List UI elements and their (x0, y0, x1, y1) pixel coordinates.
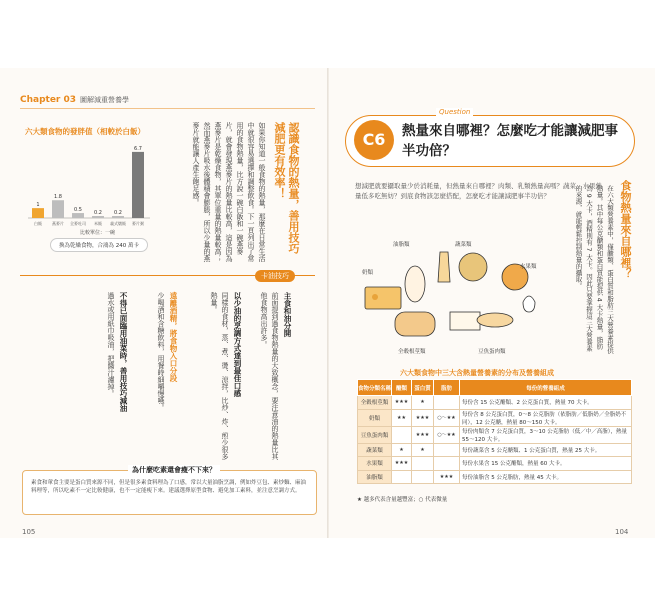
milk-bottle (405, 266, 425, 302)
chart-caption: 換為乾燥食物，合鴻為 240 萬卡 (50, 238, 148, 252)
table-cell-desc: 每份含 8 公克蛋白質，0～8 公克脂肪（依脂肪／低脂奶／全脂奶不同），12 公克醣，熱量 80～150 大卡。 (460, 409, 632, 426)
table-header: 醣類 (392, 380, 412, 396)
cheese-hole (372, 294, 378, 300)
fish-shape (477, 313, 513, 327)
chart-note: 比較單位：一碗 (80, 230, 116, 236)
table-cell-carb: ★★ (392, 409, 412, 426)
tofu-shape (450, 312, 480, 330)
table-cell-desc: 每份蔬菜含 5 公克醣類、1 公克蛋白質，熱量 25 大卡。 (460, 443, 632, 457)
chart-category-label: 全麥吐司 (70, 221, 86, 226)
page-title: 熱量來自哪裡？怎麼吃才能讓減肥事半功倍？ (402, 123, 618, 159)
chapter-label: Chapter 03 (20, 95, 77, 105)
chart-bar (112, 216, 124, 218)
illus-label-protein: 豆魚蛋肉類 (478, 349, 506, 355)
illus-label-veg: 蔬菜類 (455, 242, 472, 248)
chart-value-label: 1.8 (54, 194, 62, 201)
chart-category-label: 白飯 (34, 221, 42, 226)
side-text: 在六大類營養素中，僅醣類、蛋白質和脂肪三大營養素提供熱量。其中每公克醣類和蛋白質能提供 4 大卡熱量，脂肪為 9 大卡，酒精則有 7 大卡。因此只要掌握這三大營養素的來源，就能輕鬆控制熱量的攝取。 (574, 185, 614, 354)
tip-1-text: 前面提到過食物熱量的大致概念，要注意油的熱量比其他食物高出許多。 (260, 292, 279, 460)
table-legend: ★ 越多代表含量越豐富；○ 代表微量 (357, 497, 448, 503)
illus-label-fruit: 水果類 (520, 264, 537, 270)
chart-value-label: 6.7 (134, 145, 142, 152)
table-cell-cat: 奶類 (358, 409, 392, 426)
chart-bar (92, 216, 104, 218)
table-cell-cat: 油脂類 (358, 470, 392, 484)
chart-bar (52, 200, 64, 218)
tip-4-text: 過水或用紙巾吸油，把醬汁濾掉。 (107, 292, 115, 397)
book-gutter (327, 68, 329, 538)
chart-value-label: 1 (36, 202, 40, 209)
chart-category-label: 麥片粥 (132, 221, 144, 226)
table-cell-desc: 每份含 15 公克醣類、2 公克蛋白質，熱量 70 大卡。 (460, 396, 632, 410)
chart-category-label: 義式燉飯 (110, 221, 126, 226)
bread-shape (395, 312, 435, 336)
intro-text: 想減肥就要攝取量少於消耗量，但熱量來自哪裡？肉類、乳類熱量高嗎？蔬菜、水果熱量低多吃無妨？到底食物該怎麼搭配，怎麼吃才能讓減肥事半功倍？ (355, 182, 602, 200)
tip-3-text: 少喝酒和含糖飲料，用餐時細嚼慢嚥。 (157, 292, 165, 411)
table-cell-carb: ★★★ (392, 396, 412, 410)
header-rule (20, 108, 315, 109)
side-heading: 食物熱量來自哪裡？ (619, 180, 632, 279)
chart-bar (72, 213, 84, 218)
body-text: 如果你知道一般食物的熱量，那麼在日常生活中就很容易選擇和調整飲食。下一頁列出了常用的食物熱量，比方說一碗白飯和一碗燕麥片，就會發現燕麥片的熱量比較高，這是因為燕麥片是乾燥食物，其單位重量的熱量較高；然而燕麥片吸水後體積會膨脹，所以少量的燕麥片就能讓人產生飽足感。 (192, 122, 266, 262)
info-box-title: 為什麼吃素還會瘦不下來？ (128, 465, 220, 475)
illus-label-grain: 全穀根莖類 (398, 349, 426, 355)
page-number-right: 104 (615, 528, 629, 536)
table-cell-desc: 每份肉類含 7 公克蛋白質，3～10 公克脂肪（低／中／高脂），熱量 55～120 大卡。 (460, 426, 632, 443)
table-header: 食物分類名稱 (358, 380, 392, 396)
table-cell-carb (392, 470, 412, 484)
table-cell-carb (392, 426, 412, 443)
table-cell-carb: ★★★ (392, 457, 412, 471)
table-row (358, 409, 632, 426)
table-cell-fat (434, 396, 460, 410)
table-header: 蛋白質 (412, 380, 434, 396)
tip-4-title: 不得已面臨用油菜時，善用技巧減油 (119, 292, 128, 412)
table-row (358, 470, 632, 484)
table-cell-fat: ○～★★ (434, 409, 460, 426)
table-cell-fat (434, 443, 460, 457)
table-cell-carb: ★ (392, 443, 412, 457)
table-cell-fat: ★★★ (434, 470, 460, 484)
chart-category-label: 燕麥片 (52, 221, 64, 226)
cheese-shape (365, 287, 401, 309)
table-cell-pro (412, 470, 434, 484)
oil-bottle (438, 252, 450, 282)
table-cell-pro: ★ (412, 396, 434, 410)
illus-label-oil: 油脂類 (393, 242, 410, 248)
page-number-left: 105 (22, 528, 36, 536)
chart-bar (132, 152, 144, 218)
chart-title: 六大類食物的發胖值（相較於白飯） (25, 127, 145, 136)
table-row (358, 457, 632, 471)
table-cell-pro: ★★★ (412, 409, 434, 426)
food-illustration (345, 232, 550, 357)
question-label: Question (436, 108, 473, 116)
chart-value-label: 0.5 (74, 207, 82, 214)
table-cell-desc: 每份油脂含 5 公克脂肪，熱量 45 大卡。 (460, 470, 632, 484)
table-cell-pro: ★ (412, 443, 434, 457)
table-cell-cat: 全穀根莖類 (358, 396, 392, 410)
table-cell-pro: ★★★ (412, 426, 434, 443)
table-title: 六大類食物中三大含熱量營養素的分布及營養組成 (400, 369, 554, 377)
table-header-row (358, 380, 632, 396)
table-row (358, 396, 632, 410)
table-cell-fat: ○～★★ (434, 426, 460, 443)
table-header: 每份的營養組成 (460, 380, 632, 396)
nutrition-table (357, 379, 632, 484)
table-cell-cat: 蔬菜類 (358, 443, 392, 457)
tip-1-title: 主食和油分開 (283, 292, 292, 337)
tip-3-title: 遠離酒精，將食物入口分段 (169, 292, 178, 382)
illus-label-milk: 奶類 (362, 270, 374, 276)
egg-shape (523, 296, 535, 312)
table-cell-desc: 每份水果含 15 公克醣類，熱量 60 大卡。 (460, 457, 632, 471)
table-row (358, 426, 632, 443)
table-cell-cat: 豆魚蛋肉類 (358, 426, 392, 443)
chart-bar (32, 208, 44, 218)
chart-category-label: 米飯 (94, 221, 102, 226)
info-box (22, 466, 317, 515)
table-header: 脂肪 (434, 380, 460, 396)
tip-2-text: 同樣的食材，蒸、煮、燙、涼拌，比炒、炸、煎少很多熱量。 (210, 292, 229, 460)
chart-value-label: 0.2 (114, 210, 122, 217)
table-cell-fat (434, 457, 460, 471)
table-row (358, 443, 632, 457)
chapter-subtitle: 圖解減重營養學 (80, 96, 129, 104)
info-box-text: 素食和葷食主要是蛋白質來源不同，但是很多素食料理為了口感，常以大量油脂烹調，例如炸豆包、素炒麵、麻油料理等，所以吃素不一定比較健康，也不一定能瘦下來。建議選擇原型食物、避免加工素料，並注意烹調方式。 (31, 480, 307, 494)
table-cell-cat: 水果類 (358, 457, 392, 471)
tips-tag: 卡油技巧 (255, 270, 295, 282)
bar-chart (22, 138, 152, 233)
tip-2-title: 以少油的烹調方式達到最佳口感 (233, 292, 242, 397)
question-number-badge: C6 (354, 120, 394, 160)
table-cell-pro (412, 457, 434, 471)
section-heading: 認識食物的熱量，善用技巧減肥更有效率！ (273, 122, 300, 254)
vegetable-shape (459, 253, 487, 281)
chart-value-label: 0.2 (94, 210, 102, 217)
